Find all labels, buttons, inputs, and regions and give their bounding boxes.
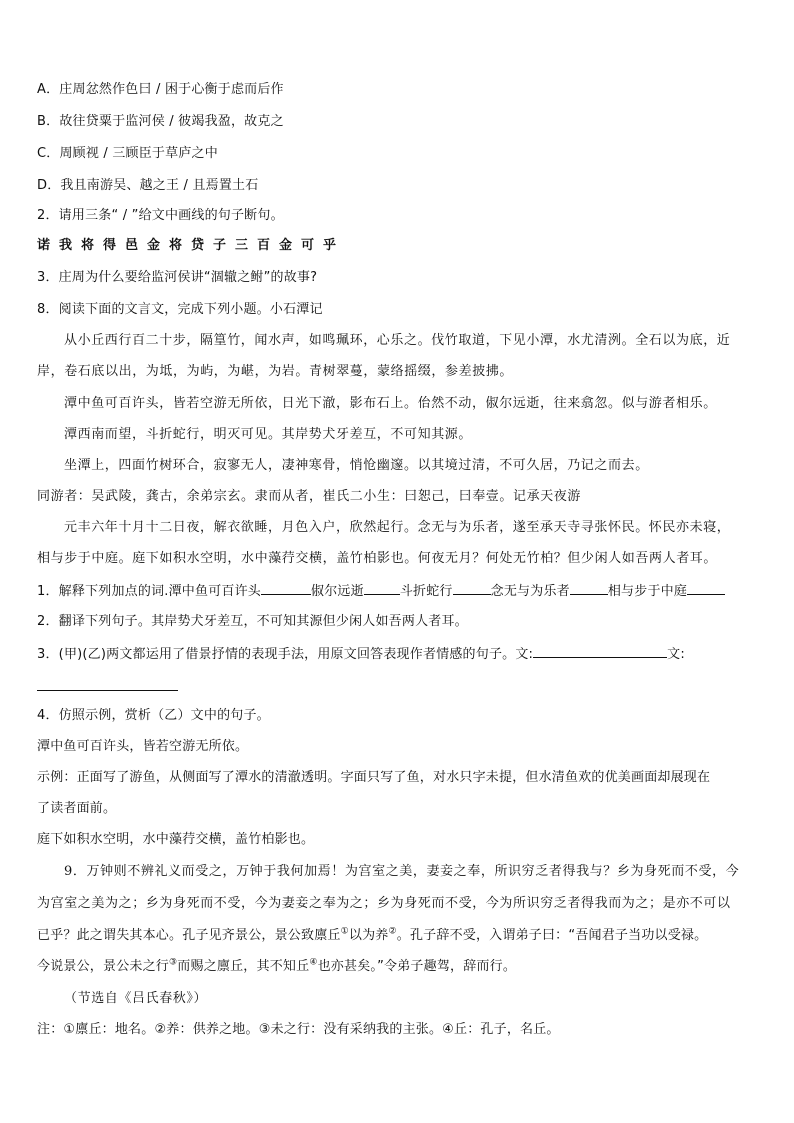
option-a: A．庄周忿然作色曰 / 困于心衡于虑而后作 bbox=[37, 82, 284, 97]
option-c: C．周顾视 / 三顾臣于草庐之中 bbox=[37, 146, 218, 161]
sub1-word-3: 斗折蛇行 bbox=[399, 584, 453, 599]
answer-blank-1[interactable] bbox=[261, 581, 311, 595]
passage-a-p2: 潭中鱼可百许头，皆若空游无所依，日光下澈，影布石上。佁然不动，俶尔远逝，往来翕忽。似与游者相乐。 bbox=[64, 396, 717, 411]
q9-line3-b: 以为养 bbox=[348, 928, 389, 943]
option-b: B．故往贷粟于监河侯 / 彼竭我盈，故克之 bbox=[37, 114, 284, 129]
answer-blank-yi[interactable] bbox=[37, 690, 178, 691]
sub4-demo-line2: 了读者面前。 bbox=[37, 801, 117, 816]
sub4-task-sentence: 庭下如积水空明，水中藻荇交横，盖竹柏影也。 bbox=[37, 832, 315, 847]
q2-prompt: 2．请用三条“ / ”给文中画线的句子断句。 bbox=[37, 208, 284, 223]
footnote-marker-2: ② bbox=[388, 926, 397, 937]
passage-b-line1: 元丰六年十月十二日夜，解衣欲睡，月色入户，欣然起行。念无与为乐者，遂至承天寺寻张怀民。怀民亦未寝， bbox=[64, 520, 731, 535]
q8-heading: 8．阅读下面的文言文，完成下列小题。小石潭记 bbox=[37, 302, 323, 317]
passage-a-p3: 潭西南而望，斗折蛇行，明灭可见。其岸势犬牙差互，不可知其源。 bbox=[64, 427, 473, 442]
sub3-prompt-yi: 文: bbox=[667, 647, 685, 662]
answer-blank-3[interactable] bbox=[453, 581, 491, 595]
passage-a-p4: 坐潭上，四面竹树环合，寂寥无人，凄神寒骨，悄怆幽邃。以其境过清，不可久居，乃记之而去。 bbox=[64, 458, 649, 473]
q9-line4-b: 而赐之廪丘，其不知丘 bbox=[177, 959, 310, 974]
footnote-marker-1: ① bbox=[340, 926, 349, 937]
q9-source: （节选自《吕氏春秋》） bbox=[64, 991, 208, 1006]
q9-line3-a: 已乎？此之谓失其本心。孔子见齐景公，景公致廪丘 bbox=[37, 928, 341, 943]
sub4-demo-line1: 示例：正面写了游鱼，从侧面写了潭水的清澈透明。字面只写了鱼，对水只字未提，但水清鱼欢的优美画面却展现在 bbox=[37, 770, 711, 785]
option-d: D．我且南游吴、越之王 / 且焉置土石 bbox=[37, 178, 259, 193]
sub3-prompt: 3．(甲)(乙)两文都运用了借景抒情的表现手法，用原文回答表现作者情感的句子。文: bbox=[37, 647, 534, 662]
q9-notes: 注：①廪丘：地名。②养：供养之地。③未之行：没有采纳我的主张。④丘：孔子，名丘。 bbox=[37, 1022, 560, 1037]
footnote-marker-4: ④ bbox=[309, 957, 318, 968]
sub1-word-5: 相与步于中庭 bbox=[607, 584, 688, 599]
passage-a-p1-line2: 岸，卷石底以出，为坻，为屿，为嵁，为岩。青树翠蔓，蒙络摇缀，参差披拂。 bbox=[37, 364, 514, 379]
q9-line4 bbox=[37, 957, 762, 977]
q9-line3-c: 。孔子辞不受，入谓弟子曰：“吾闻君子当功以受禄。 bbox=[396, 928, 708, 943]
answer-blank-2[interactable] bbox=[364, 581, 400, 595]
q8-sub2: 2．翻译下列句子。其岸势犬牙差互，不可知其源但少闲人如吾两人者耳。 bbox=[37, 614, 468, 629]
q9-line4-c: 也亦甚矣。”令弟子趣驾，辞而行。 bbox=[317, 959, 517, 974]
q2-sentence: 诺我将得邑金将贷子三百金可乎 bbox=[37, 238, 346, 253]
q8-sub1 bbox=[37, 581, 762, 602]
q8-sub3 bbox=[37, 644, 762, 665]
answer-blank-5[interactable] bbox=[687, 581, 725, 595]
passage-a-p1-line1: 从小丘西行百二十步，隔篁竹，闻水声，如鸣珮环，心乐之。伐竹取道，下见小潭，水尤清洌。全石以为底，近 bbox=[64, 333, 731, 348]
sub1-word-4: 念无与为乐者 bbox=[490, 584, 570, 599]
sub4-example-sentence: 潭中鱼可百许头，皆若空游无所依。 bbox=[37, 739, 249, 754]
q9-line2: 为宫室之美为之；乡为身死而不受，今为妻妾之奉为之；乡为身死而不受，今为所识穷乏者得我而为之；是亦不可以 bbox=[37, 896, 731, 911]
answer-blank-4[interactable] bbox=[570, 581, 608, 595]
answer-blank-jia[interactable] bbox=[533, 644, 667, 658]
footnote-marker-3: ③ bbox=[169, 957, 178, 968]
sub1-word-1: 1．解释下列加点的词.潭中鱼可百许头 bbox=[37, 584, 262, 599]
passage-a-p5: 同游者：吴武陵，龚古，余弟宗玄。隶而从者，崔氏二小生：曰恕己，曰奉壹。记承天夜游 bbox=[37, 489, 582, 504]
q9-line3 bbox=[37, 926, 762, 946]
q3-prompt: 3．庄周为什么要给监河侯讲“涸辙之鲋”的故事? bbox=[37, 270, 318, 285]
sub1-word-2: 俶尔远逝 bbox=[311, 584, 364, 599]
passage-b-line2: 相与步于中庭。庭下如积水空明，水中藻荇交横，盖竹柏影也。何夜无月？何处无竹柏？但少闲人如吾两人者耳。 bbox=[37, 551, 718, 566]
q9-line4-a: 今说景公，景公未之行 bbox=[37, 959, 170, 974]
q9-line1: 9．万钟则不辨礼义而受之，万钟于我何加焉！为宫室之美，妻妾之奉，所识穷乏者得我与？乡为身死而不受，今 bbox=[64, 864, 740, 879]
q8-sub4: 4．仿照示例，赏析（乙）文中的句子。 bbox=[37, 708, 270, 723]
